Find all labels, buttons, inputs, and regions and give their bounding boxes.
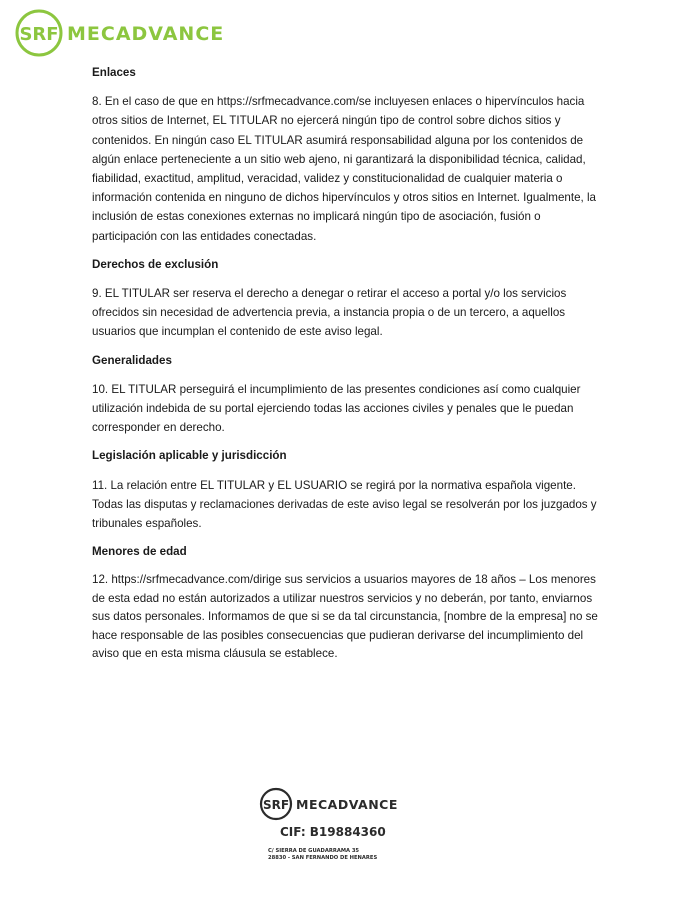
company-logo-graphic bbox=[12, 9, 232, 59]
section-text-menores: 12. https://srfmecadvance.com/dirige sus servicios a usuarios mayores de 18 años – Los menores de esta edad no están autorizados a utilizar nuestros servicios y no deberán, por tanto, enviarnos sus datos personales. Informamos de que si se da tal circunstancia, [nombre de la empresa] no se hace responsable de las posibles consecuencias que pudieran derivarse del incumplimiento del aviso que en esta misma cláusula se establece. bbox=[92, 573, 598, 661]
logo-wordmark-text: MECADVANCE bbox=[67, 23, 225, 45]
stamp-logo-mark: SRF bbox=[262, 798, 290, 812]
stamp-graphic bbox=[258, 786, 398, 866]
legal-notice-body bbox=[92, 63, 608, 673]
company-stamp bbox=[258, 786, 398, 866]
section-title-legislacion: Legislación aplicable y jurisdicción bbox=[92, 449, 287, 463]
section-text-generalidades: 10. EL TITULAR perseguirá el incumplimiento de las presentes condiciones así como cualquier utilización indebida de su portal ejerciendo todas las acciones civiles y penales que le puedan corresponder en derecho. bbox=[92, 382, 581, 435]
stamp-cif: CIF: B19884360 bbox=[280, 825, 386, 839]
section-text-enlaces: 8. En el caso de que en https://srfmecadvance.com/se incluyesen enlaces o hipervínculos hacia otros sitios de Internet, EL TITULAR no ejercerá ningún tipo de control sobre dichos sitios y contenidos. En ningún caso EL TITULAR asumirá responsabilidad alguna por los contenidos de algún enlace perteneciente a un sitio web ajeno, ni garantizará la disponibilidad técnica, calidad, fiabilidad, exactitud, amplitud, veracidad, validez y constitucionalidad de cualquier materia o información contenida en ninguno de dichos hipervínculos y otros sitios en Internet. Igualmente, la inclusión de estas conexiones externas no implicará ningún tipo de asociación, fusión o participación con las entidades conectadas. bbox=[92, 95, 596, 243]
stamp-logo-wordmark: MECADVANCE bbox=[296, 797, 398, 812]
company-logo bbox=[12, 9, 232, 59]
section-text-legislacion: 11. La relación entre EL TITULAR y EL USUARIO se regirá por la normativa española vigente. Todas las disputas y reclamaciones derivadas de este aviso legal se resolverán por los juzgados y tribunales españoles. bbox=[92, 478, 597, 531]
section-title-menores: Menores de edad bbox=[92, 545, 187, 559]
logo-mark-text: SRF bbox=[19, 24, 59, 45]
section-title-enlaces: Enlaces bbox=[92, 66, 136, 79]
section-text-derechos-exclusion: 9. EL TITULAR ser reserva el derecho a denegar o retirar el acceso a portal y/o los servicios ofrecidos sin necesidad de advertencia previa, a instancia propia o de un tercero, a aquellos usuarios que incumplan el contenido de este aviso legal. bbox=[92, 287, 567, 339]
stamp-address-line2: 28830 - SAN FERNANDO DE HENARES bbox=[268, 855, 378, 861]
stamp-address-line1: C/ SIERRA DE GUADARRAMA 35 bbox=[268, 848, 360, 854]
section-title-generalidades: Generalidades bbox=[92, 353, 172, 367]
section-title-derechos-exclusion: Derechos de exclusión bbox=[92, 257, 219, 271]
